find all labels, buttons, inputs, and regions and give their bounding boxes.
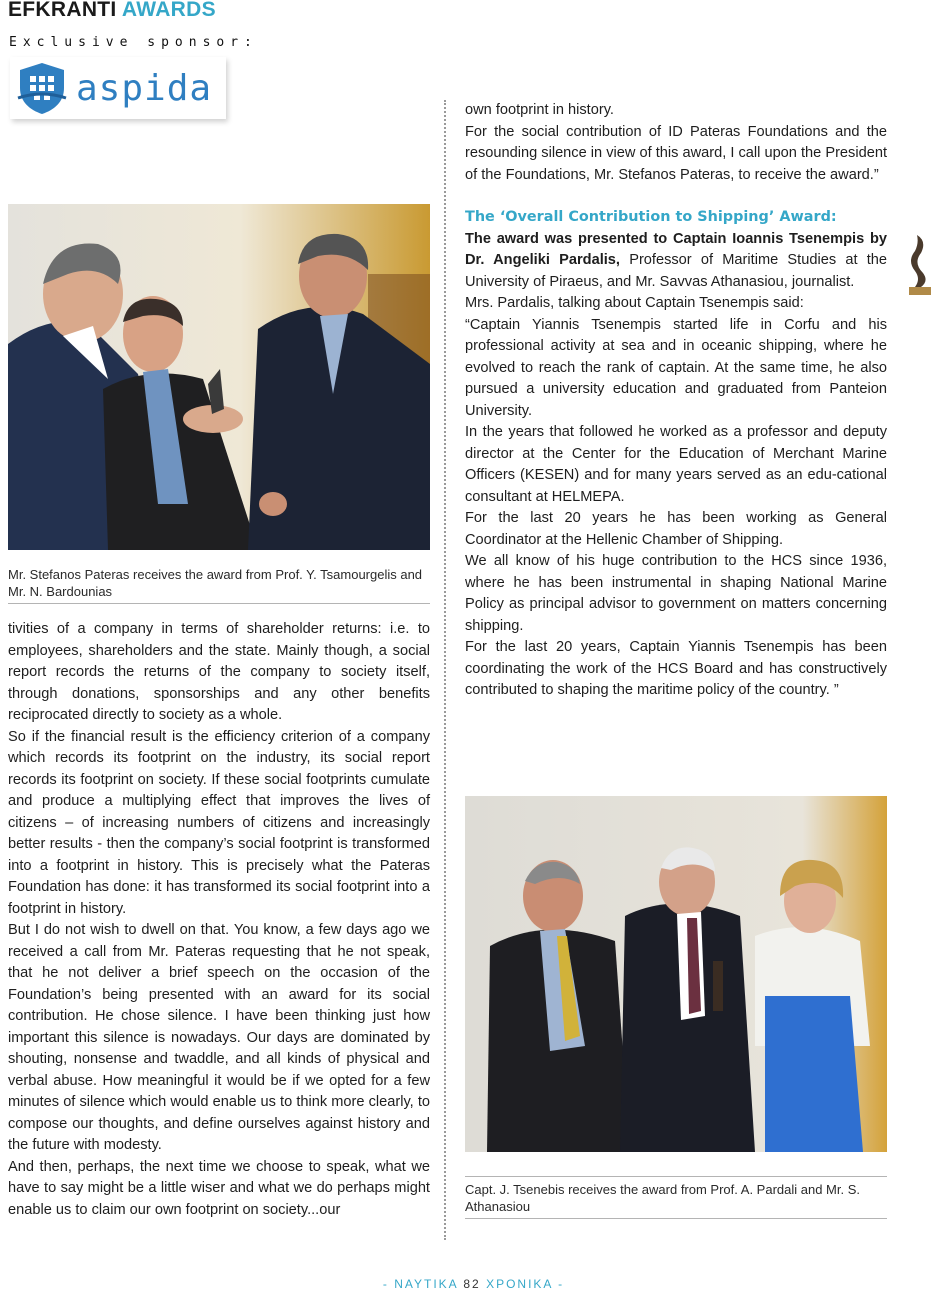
award-presented-paragraph [465, 229, 887, 294]
paragraph: So if the financial result is the efficiency criterion of a company which records its footprint on the industry, its social report records its footprint on society. If these social footprints cumulate and produce a multiplying effect that improves the lives of citizens – of increasing numbers of citizens and increasingly better results - then the company’s social footprint is transformed into a footprint in history. This is precisely what the Pateras Foundation has done: it has transformed its social footprint into a footprint in history. [8, 728, 430, 917]
right-column [465, 100, 887, 702]
left-column [8, 619, 430, 1221]
paragraph: For the last 20 years, Captain Yiannis Tsenempis has been coordinating the work of the HCS Board and has constructively contributed to shaping the maritime policy of the country. ” [465, 639, 887, 698]
award-presented-rest: Professor of Maritime Studies at the University of Piraeus, and Mr. Savvas Athanasiou, journalist. [465, 252, 888, 290]
paragraph: In the years that followed he worked as a professor and deputy director at the Center for the Education of Merchant Marine Officers (KESEN) and for many years served as an edu-cational consultant at HELMEPA. [465, 424, 887, 505]
paragraph: For the last 20 years he has been working as General Coordinator at the Hellenic Chamber of Shipping. [465, 510, 887, 548]
award-photo-tsenempis [465, 796, 887, 1152]
sponsor-logo [10, 57, 226, 119]
paragraph: But I do not wish to dwell on that. You know, a few days ago we received a call from Mr. Pateras requesting that he not speak, that he not deliver a brief speech on the occasion of the Foundation’s being presented with an award for its social contribution. He chose silence. I have been thinking just how important this silence is nowadays. Our days are dominated by shouting, nonsense and twaddle, and all kinds of physical and verbal abuse. How meaningful it would be if we opted for a few minutes of silence which would enable us to think more clearly, to compose our thoughts, and define ourselves against history and the future with modesty. [8, 922, 430, 1153]
photo-caption-tsenempis: Capt. J. Tsenebis receives the award from Prof. A. Pardali and Mr. S. Athanasiou [465, 1176, 887, 1219]
paragraph: Mrs. Pardalis, talking about Captain Tsenempis said: [465, 295, 804, 311]
page-footer [0, 1277, 947, 1291]
paragraph: tivities of a company in terms of shareholder returns: i.e. to employees, shareholders and the state. Mainly though, a social report records the returns of the company to society itself, through donations, sponsorships and any other benefits reciprocated directly to society as a whole. [8, 621, 430, 723]
paragraph: “Captain Yiannis Tsenempis started life in Corfu and his professional activity at sea and in oceanic shipping, where he evolved to reach the rank of captain. At the same time, he also pursued a university education and graduated from Panteion University. [465, 316, 887, 419]
award-photo-pateras [8, 204, 430, 550]
section-title-word2: AWARDS [121, 0, 216, 21]
paragraph: We all know of his huge contribution to the HCS since 1936, where he has been instrumental in shaping National Marine Policy as principal advisor to government on matters concerning shipping. [465, 553, 887, 634]
trophy-icon [903, 233, 935, 302]
section-header [8, 0, 216, 22]
award-presented-bold: The award was presented to Captain Ioannis Tsenempis by Dr. Angeliki Pardalis, [465, 230, 887, 268]
section-title-word1: EFKRANTI [8, 0, 117, 21]
footer-right: XPONIKA - [486, 1277, 565, 1291]
paragraph: And then, perhaps, the next time we choose to speak, what we have to say might be a little wiser and what we do perhaps might enable us to claim our own footprint on society...our [8, 1158, 430, 1218]
column-divider [444, 100, 446, 1240]
sponsor-label: Exclusive sponsor: [9, 35, 258, 50]
shield-icon [14, 60, 70, 116]
footer-left: - NAYTIKA [382, 1277, 459, 1291]
page-number: 82 [463, 1277, 481, 1291]
sponsor-logo-text: aspida [76, 67, 213, 109]
paragraph: own footprint in history. [465, 102, 614, 118]
photo-caption-pateras: Mr. Stefanos Pateras receives the award from Prof. Y. Tsamourgelis and Mr. N. Bardounias [8, 566, 430, 604]
award-heading: The ‘Overall Contribution to Shipping’ Award: [465, 209, 837, 225]
paragraph: For the social contribution of ID Pateras Foundations and the resounding silence in view of this award, I call upon the President of the Foundations, Mr. Stefanos Pateras, to receive the award.” [465, 123, 887, 183]
